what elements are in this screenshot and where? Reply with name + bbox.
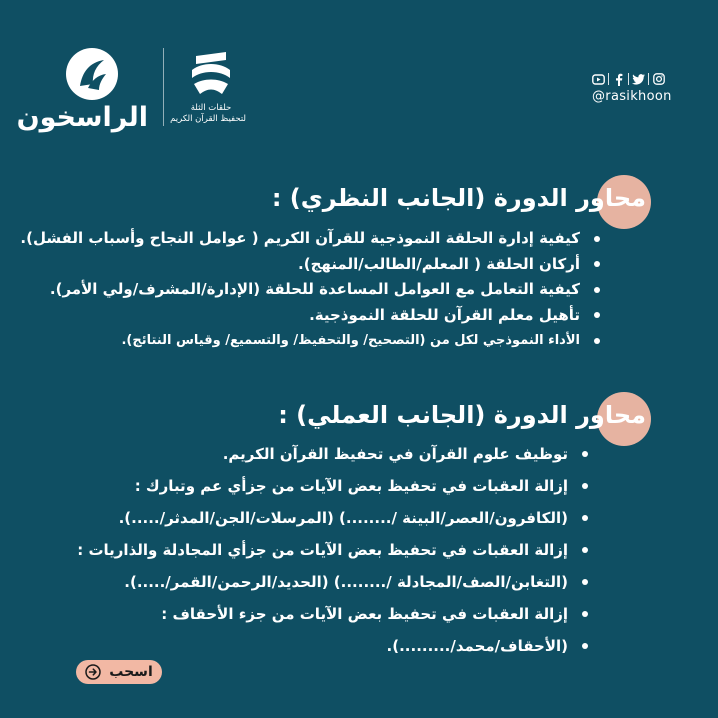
- social-separator: [648, 73, 649, 85]
- youtube-icon[interactable]: [592, 73, 605, 86]
- halaqat-logo: [170, 48, 246, 128]
- arrow-right-circle-icon: [85, 664, 101, 680]
- list-item: توظيف علوم القرآن في تحفيظ القرآن الكريم.: [77, 438, 592, 470]
- logo-divider: [163, 48, 164, 126]
- list-item: (الكافرون/العصر/البينة /........) (المرسلات/الجن/المدثر/.....).: [77, 502, 592, 534]
- social-separator: [608, 73, 609, 85]
- list-item: كيفية إدارة الحلقة النموذجية للقرآن الكريم ( عوامل النجاح وأسباب الفشل).: [20, 226, 604, 252]
- facebook-icon[interactable]: [612, 73, 625, 86]
- practical-list: [77, 438, 592, 662]
- twitter-icon[interactable]: [632, 73, 645, 86]
- list-item: الأداء النموذجي لكل من (التصحيح/ والتحفيظ/ والتسميع/ وقياس النتائج).: [20, 328, 604, 354]
- theory-list: [20, 226, 604, 354]
- instagram-icon[interactable]: [652, 73, 665, 86]
- halaqat-title: حلقات الثلة: [190, 103, 232, 113]
- list-item: إزالة العقبات في تحفيظ بعض الآيات من جزء الأحقاف :: [77, 598, 592, 630]
- list-item: تأهيل معلم القرآن للحلقة النموذجية.: [20, 303, 604, 329]
- list-item: أركان الحلقة ( المعلم/الطالب/المنهج).: [20, 252, 604, 278]
- social-handle[interactable]: @rasikhoon: [592, 89, 672, 104]
- list-item: كيفية التعامل مع العوامل المساعدة للحلقة (الإدارة/المشرف/ولي الأمر).: [20, 277, 604, 303]
- swipe-label: اسحب: [109, 664, 153, 680]
- social-links: [592, 72, 682, 108]
- swipe-button[interactable]: [76, 660, 162, 684]
- rasikhoon-emblem-icon: [66, 48, 118, 100]
- open-book-icon: [176, 48, 246, 100]
- list-item: (الأحقاف/محمد/.........).: [77, 630, 592, 662]
- halaqat-subtitle: لتحفيظ القرآن الكريم: [170, 114, 246, 124]
- list-item: (التغابن/الصف/المجادلة /........) (الحديد/الرحمن/القمر/.....).: [77, 566, 592, 598]
- list-item: إزالة العقبات في تحفيظ بعض الآيات من جزأي عم وتبارك :: [77, 470, 592, 502]
- theory-section-title: محاور الدورة (الجانب النظري) :: [271, 184, 646, 212]
- list-item: إزالة العقبات في تحفيظ بعض الآيات من جزأي المجادلة والذاريات :: [77, 534, 592, 566]
- practical-section-title: محاور الدورة (الجانب العملي) :: [278, 401, 646, 429]
- social-separator: [628, 73, 629, 85]
- brand-name: الراسخون: [16, 102, 148, 133]
- rasikhoon-logo: [16, 48, 148, 133]
